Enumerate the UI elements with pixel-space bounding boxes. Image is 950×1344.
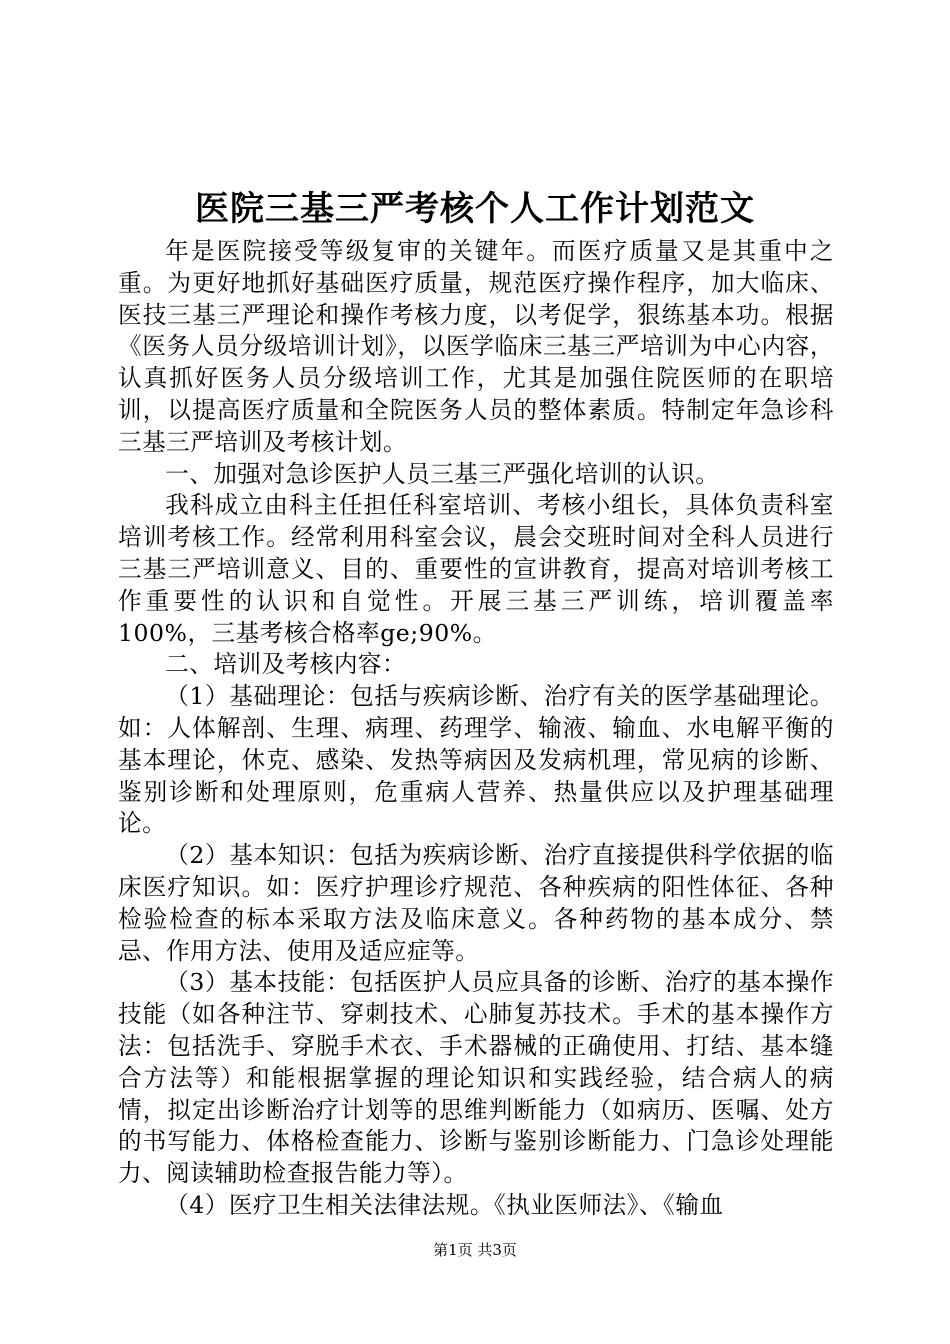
document-body — [118, 236, 834, 1222]
paragraph-intro: 年是医院接受等级复审的关键年。而医疗质量又是其重中之重。为更好地抓好基础医疗质量，规范医疗操作程序，加大临床、医技三基三严理论和操作考核力度，以考促学，狠练基本功。根据《医务人员分级培训计划》，以医学临床三基三严培训为中心内容，认真抓好医务人员分级培训工作，尤其是加强住院医师的在职培训，以提高医疗质量和全院医务人员的整体素质。特制定年急诊科三基三严培训及考核计划。 — [118, 237, 834, 456]
document-title: 医院三基三严考核个人工作计划范文 — [195, 189, 755, 229]
paragraph-heading-2: 二、培训及考核内容： — [165, 650, 407, 679]
paragraph-section-1: 我科成立由科主任担任科室培训、考核小组长，具体负责科室培训考核工作。经常利用科室会议，晨会交班时间对全科人员进行三基三严培训意义、目的、重要性的宣讲教育，提高对培训考核工作重要性的认识和自觉性。开展三基三严训练，培训覆盖率100%，三基考核合格率ge;90%。 — [118, 491, 834, 647]
paragraph-heading-1: 一、加强对急诊医护人员三基三严强化培训的认识。 — [165, 459, 720, 488]
paragraph-item-4: （4）医疗卫生相关法律法规。《执业医师法》、《输血 — [165, 1190, 724, 1219]
paragraph-item-3: （3）基本技能：包括医护人员应具备的诊断、治疗的基本操作技能（如各种注节、穿刺技术、心肺复苏技术。手术的基本操作方法：包括洗手、穿脱手术衣、手术器械的正确使用、打结、基本缝合方法等）和能根据掌握的理论知识和实践经验，结合病人的病情，拟定出诊断治疗计划等的思维判断能力（如病历、医嘱、处方的书写能力、体格检查能力、诊断与鉴别诊断能力、门急诊处理能力、阅读辅助检查报告能力等）。 — [118, 968, 834, 1188]
paragraph-item-2: （2）基本知识：包括为疾病诊断、治疗直接提供科学依据的临床医疗知识。如：医疗护理诊疗规范、各种疾病的阳性体征、各种检验检查的标本采取方法及临床意义。各种药物的基本成分、禁忌、作用方法、使用及适应症等。 — [118, 841, 834, 965]
page-number-footer: 第1页 共3页 — [433, 1241, 517, 1259]
paragraph-item-1: （1）基础理论：包括与疾病诊断、治疗有关的医学基础理论。如：人体解剖、生理、病理、药理学、输液、输血、水电解平衡的基本理论，休克、感染、发热等病因及发病机理，常见病的诊断、鉴别诊断和处理原则，危重病人营养、热量供应以及护理基础理论。 — [118, 682, 834, 838]
